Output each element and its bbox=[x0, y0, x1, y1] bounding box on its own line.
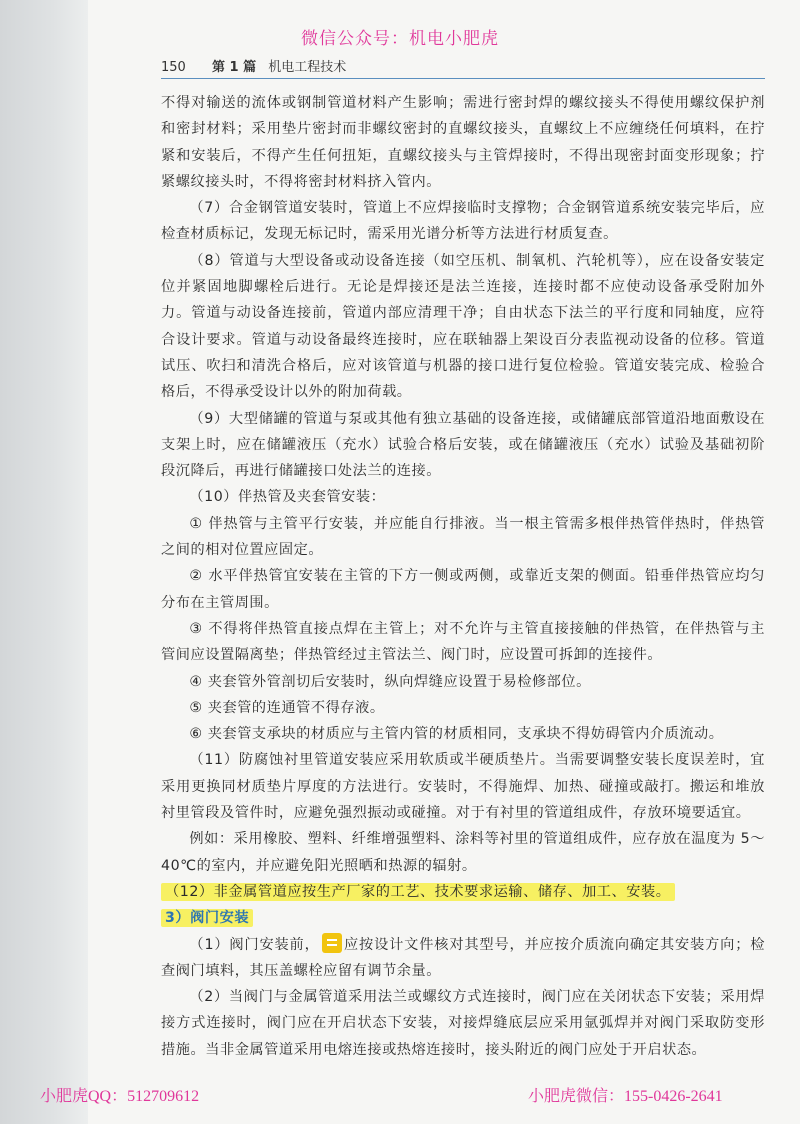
paragraph: （8）管道与大型设备或动设备连接（如空压机、制氧机、汽轮机等），应在设备安装定位并紧固地脚螺栓后进行。无论是焊接还是法兰连接，连接时都不应使动设备承受附加外力。管道与动设备连接前，管道内部应清理干净；自由状态下法兰的平行度和同轴度，应符合设计要求。管道与动设备最终连接时，应在联轴器上架设百分表监视动设备的位移。管道试压、吹扫和清洗合格后，应对该管道与机器的接口进行复位检验。管道安装完成、检验合格后，不得承受设计以外的附加荷载。 bbox=[161, 252, 765, 401]
paragraph: （7）合金钢管道安装时，管道上不应焊接临时支撑物；合金钢管道系统安装完毕后，应检查材质标记，发现无标记时，需采用光谱分析等方法进行材质复查。 bbox=[161, 200, 765, 243]
highlighted-paragraph bbox=[161, 879, 765, 905]
page-number: 150 bbox=[161, 60, 186, 75]
book-spine-shadow bbox=[0, 0, 88, 1124]
part-label: 第 1 篇 bbox=[211, 60, 257, 75]
comment-note-icon[interactable] bbox=[322, 933, 342, 953]
paragraph: 例如：采用橡胶、塑料、纤维增强塑料、涂料等衬里的管道组成件，应存放在温度为 5～40℃的室内，并应避免阳光照晒和热源的辐射。 bbox=[161, 831, 765, 874]
paragraph bbox=[161, 932, 765, 985]
paragraph-rest: 应按设计文件核对其型号，并应按介质流向确定其安装方向；检查阀门填料，其压盖螺栓应留有调节余量。 bbox=[161, 936, 766, 979]
running-header bbox=[161, 56, 761, 78]
paragraph: ③ 不得将伴热管直接点焊在主管上；对不允许与主管直接接触的伴热管，在伴热管与主管间应设置隔离垫；伴热管经过主管法兰、阀门时，应设置可拆卸的连接件。 bbox=[161, 620, 765, 664]
paragraph: （9）大型储罐的管道与泵或其他有独立基础的设备连接，或储罐底部管道沿地面敷设在支架上时，应在储罐液压（充水）试验合格后安装，或在储罐液压（充水）试验及基础初阶段沉降后，再进行储罐接口处法兰的连接。 bbox=[161, 410, 765, 480]
paragraph: （2）当阀门与金属管道采用法兰或螺纹方式连接时，阀门应在关闭状态下安装；采用焊接方式连接时，阀门应在开启状态下安装，对接焊缝底层应采用氩弧焊并对阀门采取防变形措施。当非金属管道采用电熔连接或热熔连接时，接头附近的阀门应处于开启状态。 bbox=[161, 989, 765, 1058]
paragraph: ⑤ 夹套管的连通管不得存液。 bbox=[189, 699, 385, 716]
highlight-mark[interactable]: （12）非金属管道应按生产厂家的工艺、技术要求运输、储存、加工、安装。 bbox=[161, 883, 675, 901]
paragraph: ② 水平伴热管宜安装在主管的下方一侧或两侧，或靠近支架的侧面。铅垂伴热管应均匀分布在主管周围。 bbox=[161, 568, 765, 611]
body-text bbox=[161, 90, 765, 1063]
section-heading-line bbox=[161, 905, 765, 931]
paragraph-start: （1）阀门安装前， bbox=[189, 936, 320, 953]
part-title: 机电工程技术 bbox=[268, 60, 347, 75]
header-rule bbox=[161, 78, 765, 79]
watermark-bottom-right: 小肥虎微信：155-0426-2641 bbox=[528, 1088, 723, 1105]
watermark-top: 微信公众号：机电小肥虎 bbox=[301, 29, 499, 49]
paragraph: ④ 夹套管外管剖切后安装时，纵向焊缝应设置于易检修部位。 bbox=[189, 673, 591, 690]
paragraph: 不得对输送的流体或钢制管道材料产生影响；需进行密封焊的螺纹接头不得使用螺纹保护剂和密封材料；采用垫片密封而非螺纹密封的直螺纹接头，直螺纹上不应缠绕任何填料，在拧紧和安装后，不得产生任何扭矩，直螺纹接头与主管焊接时，不得出现密封面变形现象；拧紧螺纹接头时，不得将密封材料挤入管内。 bbox=[161, 95, 765, 190]
paragraph: （10）伴热管及夹套管安装： bbox=[189, 489, 386, 506]
section-heading[interactable]: 3）阀门安装 bbox=[161, 909, 253, 927]
watermark-bottom-left: 小肥虎QQ：512709612 bbox=[40, 1088, 200, 1105]
paragraph: ① 伴热管与主管平行安装，并应能自行排液。当一根主管需多根伴热管伴热时，伴热管之间的相对位置应固定。 bbox=[161, 515, 765, 559]
paragraph: ⑥ 夹套管支承块的材质应与主管内管的材质相同，支承块不得妨碍管内介质流动。 bbox=[189, 726, 724, 743]
paragraph: （11）防腐蚀衬里管道安装应采用软质或半硬质垫片。当需要调整安装长度误差时，宜采用更换同材质垫片厚度的方法进行。安装时，不得施焊、加热、碰撞或敲打。搬运和堆放衬里管段及管件时，应避免强烈振动或碰撞。对于有衬里的管道组成件，存放环境要适宜。 bbox=[161, 752, 765, 822]
